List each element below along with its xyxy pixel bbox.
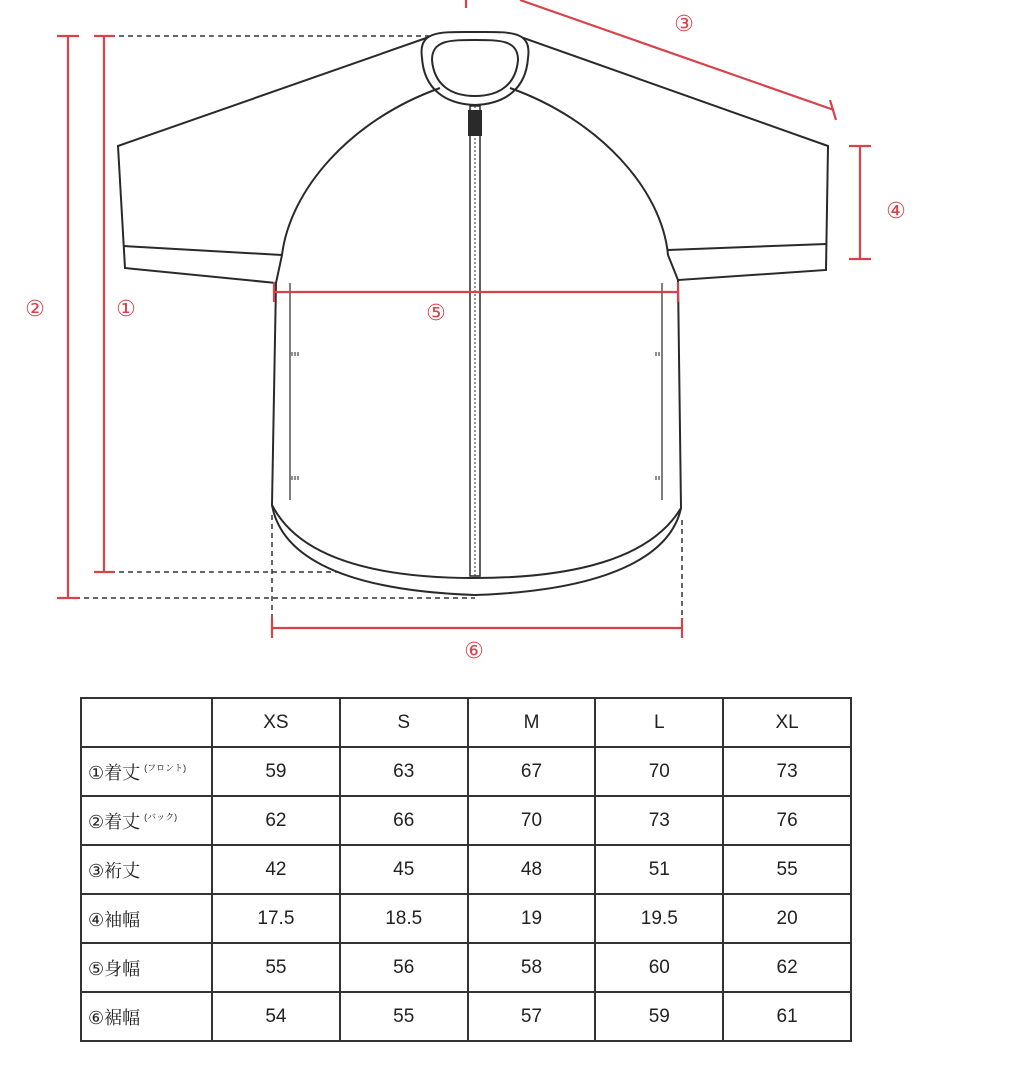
- table-cell: 51: [595, 845, 723, 894]
- column-header: XL: [723, 698, 851, 747]
- table-cell: 45: [340, 845, 468, 894]
- measure-label-4: ④: [886, 199, 906, 224]
- table-cell: 56: [340, 943, 468, 992]
- table-cell: 59: [595, 992, 723, 1041]
- table-header-row: [81, 698, 851, 747]
- table-row: [81, 894, 851, 943]
- measure-label-3: ③: [674, 12, 694, 37]
- measure-label-1: ①: [116, 297, 136, 322]
- table-cell: 60: [595, 943, 723, 992]
- row-label: ③裄丈: [88, 860, 141, 881]
- row-label: ⑤身幅: [88, 958, 141, 979]
- table-cell: 57: [468, 992, 596, 1041]
- table-cell: 42: [212, 845, 340, 894]
- zipper-icon: [468, 106, 482, 576]
- row-note: (フロント): [144, 763, 187, 774]
- table-cell: 55: [212, 943, 340, 992]
- row-label-cell: [81, 747, 212, 796]
- table-cell: 73: [723, 747, 851, 796]
- table-cell: 19.5: [595, 894, 723, 943]
- table-cell: 20: [723, 894, 851, 943]
- row-label-cell: [81, 894, 212, 943]
- table-cell: 54: [212, 992, 340, 1041]
- table-cell: 63: [340, 747, 468, 796]
- table-cell: 55: [340, 992, 468, 1041]
- table-row: [81, 992, 851, 1041]
- row-label-cell: [81, 943, 212, 992]
- table-cell: 17.5: [212, 894, 340, 943]
- row-label: ④袖幅: [88, 909, 141, 930]
- column-header: S: [340, 698, 468, 747]
- column-header: L: [595, 698, 723, 747]
- table-cell: 59: [212, 747, 340, 796]
- table-corner-cell: [81, 698, 212, 747]
- table-cell: 66: [340, 796, 468, 845]
- table-cell: 61: [723, 992, 851, 1041]
- row-label-cell: [81, 796, 212, 845]
- table-cell: 62: [212, 796, 340, 845]
- row-label: ⑥裾幅: [88, 1007, 141, 1028]
- row-label-cell: [81, 992, 212, 1041]
- table-cell: 19: [468, 894, 596, 943]
- table-row: [81, 747, 851, 796]
- size-table: [80, 697, 852, 1042]
- table-cell: 18.5: [340, 894, 468, 943]
- measure-label-5: ⑤: [426, 301, 446, 326]
- table-cell: 48: [468, 845, 596, 894]
- table-cell: 76: [723, 796, 851, 845]
- table-cell: 70: [468, 796, 596, 845]
- table-row: [81, 943, 851, 992]
- table-cell: 62: [723, 943, 851, 992]
- table-cell: 73: [595, 796, 723, 845]
- table-row: [81, 796, 851, 845]
- table-cell: 58: [468, 943, 596, 992]
- row-label-cell: [81, 845, 212, 894]
- column-header: XS: [212, 698, 340, 747]
- table-cell: 55: [723, 845, 851, 894]
- table-cell: 67: [468, 747, 596, 796]
- measure-label-6: ⑥: [464, 639, 484, 664]
- row-label: ②着丈: [88, 811, 141, 832]
- table-cell: 70: [595, 747, 723, 796]
- row-note: (バック): [144, 812, 178, 823]
- table-row: [81, 845, 851, 894]
- row-label: ①着丈: [88, 762, 141, 783]
- measure-label-2: ②: [25, 297, 45, 322]
- column-header: M: [468, 698, 596, 747]
